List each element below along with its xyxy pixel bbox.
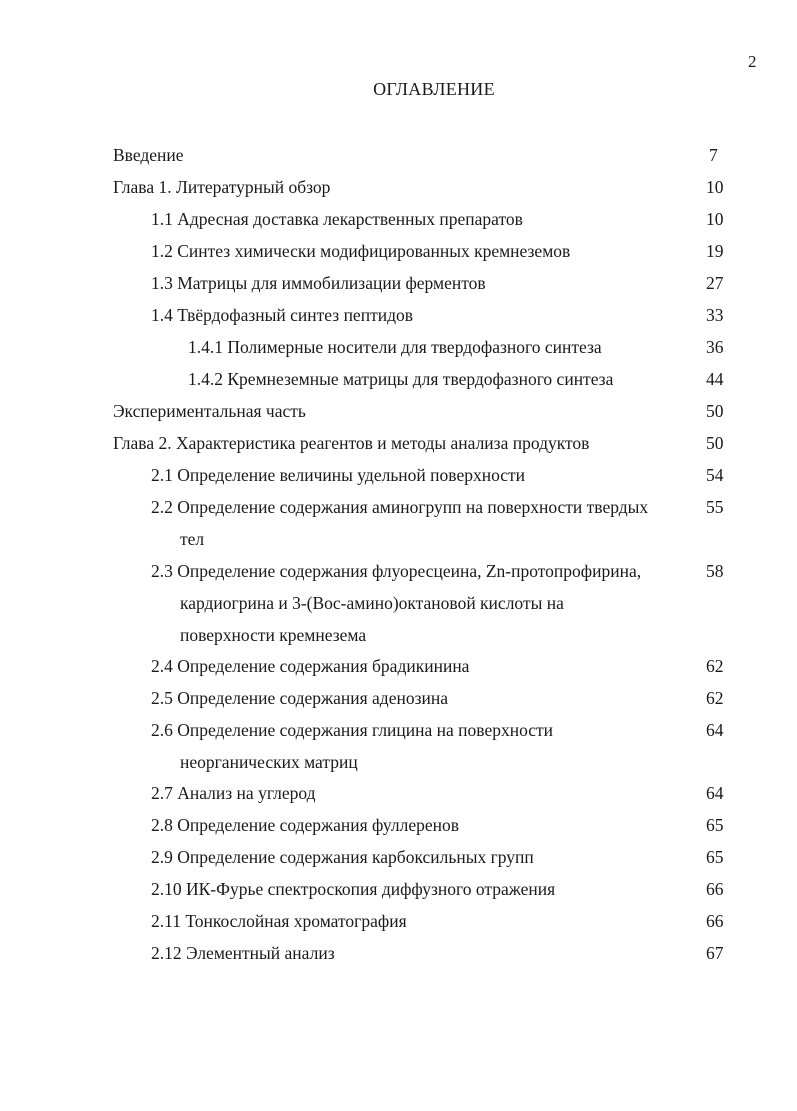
toc-entry-text-line: поверхности кремнезема (180, 625, 367, 645)
toc-entry-text-line: 2.6 Определение содержания глицина на поверхности (151, 720, 554, 740)
toc-entry-2-11[interactable] (0, 905, 797, 937)
toc-entry-text: 2.7 Анализ на углерод (151, 783, 316, 803)
toc-entry-1-2[interactable] (0, 235, 797, 267)
toc-entry-page: 62 (706, 656, 724, 676)
toc-entry-text: 1.3 Матрицы для иммобилизации ферментов (151, 273, 486, 293)
toc-entry-intro[interactable] (0, 139, 797, 171)
toc-entry-page: 50 (706, 433, 724, 453)
toc-entry-page: 10 (706, 177, 724, 197)
toc-entry-page: 65 (706, 815, 724, 835)
toc-entry-2-12[interactable] (0, 937, 797, 969)
toc-entry-1-4-1[interactable] (0, 331, 797, 363)
toc-entry-page: 50 (706, 401, 724, 421)
page-number: 2 (748, 52, 757, 71)
toc-entry-page: 55 (706, 497, 724, 517)
toc-entry-text-line: кардиогрина и 3-(Boc-амино)октановой кислоты на (180, 593, 564, 613)
toc-entry-text: 1.2 Синтез химически модифицированных кремнеземов (151, 241, 571, 261)
toc-entry-page: 66 (706, 879, 724, 899)
toc-entry-2-5[interactable] (0, 682, 797, 714)
toc-entry-page: 67 (706, 943, 724, 963)
toc-entry-text: Глава 2. Характеристика реагентов и методы анализа продуктов (113, 433, 590, 453)
toc-entry-1-4[interactable] (0, 299, 797, 331)
toc-entry-page: 7 (709, 145, 718, 165)
page-title: ОГЛАВЛЕНИЕ (373, 79, 495, 99)
toc-entry-text-line: 2.3 Определение содержания флуоресцеина, Zn-протопрофирина, (151, 561, 642, 581)
toc-entry-page: 58 (706, 561, 724, 581)
toc-entry-text: Глава 1. Литературный обзор (113, 177, 331, 197)
toc-entry-2-1[interactable] (0, 459, 797, 491)
toc-entry-page: 10 (706, 209, 724, 229)
toc-entry-2-9[interactable] (0, 841, 797, 873)
toc-entry-page: 36 (706, 337, 724, 357)
toc-entry-text: 2.1 Определение величины удельной поверхности (151, 465, 526, 485)
toc-entry-text: 2.8 Определение содержания фуллеренов (151, 815, 460, 835)
toc-entry-text: 2.11 Тонкослойная хроматография (151, 911, 407, 931)
toc-entry-text: 2.4 Определение содержания брадикинина (151, 656, 470, 676)
toc-entry-text: 1.1 Адресная доставка лекарственных препаратов (151, 209, 523, 229)
toc-entry-chapter-1[interactable] (0, 171, 797, 203)
toc-entry-2-7[interactable] (0, 777, 797, 809)
toc-entry-page: 19 (706, 241, 724, 261)
toc-entry-page: 64 (706, 783, 724, 803)
toc-entry-page: 27 (706, 273, 724, 293)
toc-entry-text: 1.4.1 Полимерные носители для твердофазного синтеза (188, 337, 602, 357)
toc-entry-experimental[interactable] (0, 395, 797, 427)
toc-entry-page: 62 (706, 688, 724, 708)
toc-entry-text: Экспериментальная часть (113, 401, 306, 421)
toc-entry-1-1[interactable] (0, 203, 797, 235)
toc-entry-2-10[interactable] (0, 873, 797, 905)
toc-entry-text: 2.10 ИК-Фурье спектроскопия диффузного отражения (151, 879, 556, 899)
toc-entry-page: 64 (706, 720, 724, 740)
toc-entry-page: 66 (706, 911, 724, 931)
toc-entry-page: 33 (706, 305, 724, 325)
toc-entry-text: 1.4 Твёрдофазный синтез пептидов (151, 305, 413, 325)
toc-entry-text-line: тел (180, 529, 205, 549)
toc-entry-text: 2.5 Определение содержания аденозина (151, 688, 448, 708)
toc-entry-2-3[interactable] (0, 555, 797, 651)
toc-entry-1-4-2[interactable] (0, 363, 797, 395)
toc-entry-text-line: неорганических матриц (180, 752, 358, 772)
toc-entry-1-3[interactable] (0, 267, 797, 299)
toc-entry-chapter-2[interactable] (0, 427, 797, 459)
toc-entry-page: 54 (706, 465, 724, 485)
toc-entry-page: 65 (706, 847, 724, 867)
toc-entry-2-8[interactable] (0, 809, 797, 841)
toc-entry-text: Введение (113, 145, 184, 165)
toc-entry-2-2[interactable] (0, 491, 797, 555)
toc-entry-text: 1.4.2 Кремнеземные матрицы для твердофазного синтеза (188, 369, 614, 389)
toc-entry-2-4[interactable] (0, 650, 797, 682)
toc-entry-2-6[interactable] (0, 714, 797, 778)
toc-entry-page: 44 (706, 369, 724, 389)
toc-entry-text: 2.9 Определение содержания карбоксильных групп (151, 847, 534, 867)
toc-entry-text-line: 2.2 Определение содержания аминогрупп на поверхности твердых (151, 497, 649, 517)
toc-entry-text: 2.12 Элементный анализ (151, 943, 335, 963)
